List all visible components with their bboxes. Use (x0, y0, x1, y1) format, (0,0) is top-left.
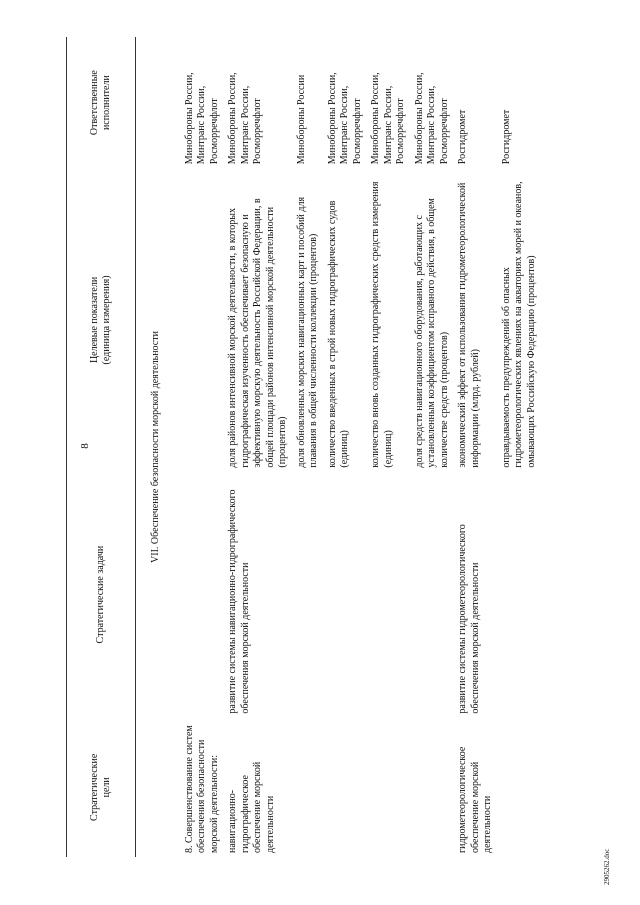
task-cell (411, 472, 455, 718)
goal-cell: гидрометеорологическое обеспечение морской деятельности (457, 746, 493, 853)
document-footer-code: 2905262.doc (603, 848, 611, 885)
section-row (136, 37, 181, 857)
task-cell: развитие системы гидрометеорологического обеспечения морской деятельности (457, 524, 481, 714)
responsible-cell: Минобороны России, Минтранс России, Росморречфлот (413, 72, 450, 165)
responsible-cell: Минобороны России, Минтранс России, Росморречфлот (326, 72, 363, 165)
responsible-cell: Минобороны России, Минтранс России, Росморречфлот (183, 72, 220, 165)
header-responsible-executors: Ответственные исполнители (67, 37, 136, 168)
page-number: 8 (79, 443, 91, 449)
table-row (293, 37, 324, 857)
header-strategic-tasks: Стратегические задачи (67, 472, 136, 718)
task-cell (367, 472, 411, 718)
indicator-cell: количество вновь созданных гидрографических средств измерения (единиц) (370, 181, 394, 468)
table-row (224, 37, 293, 857)
indicator-cell (181, 168, 225, 471)
goal-cell (411, 718, 455, 857)
goal-cell (324, 718, 368, 857)
header-strategic-goals: Стратегические цели (67, 718, 136, 857)
indicator-cell: доля районов интенсивной морской деятельности, в которых гидрографическая изученность обеспечивает безопасную и эффективную морскую деятельность Российской Федерации, в общей площади районов интенсивной морской деятельности (процентов) (227, 198, 288, 468)
task-cell (498, 472, 542, 718)
table-row (367, 37, 411, 857)
responsible-cell: Минобороны России (295, 74, 307, 165)
task-cell: развитие системы навигационно-гидрографического обеспечения морской деятельности (227, 489, 251, 714)
table-row (454, 37, 498, 857)
table-row (411, 37, 455, 857)
table-row (498, 37, 542, 857)
goal-cell: 8. Совершенствование систем обеспечения безопасности морской деятельности: (183, 725, 220, 853)
goal-cell: навигационно-гидрографическое обеспечение морской деятельности (227, 761, 276, 853)
strategy-indicators-table (66, 37, 541, 857)
indicator-cell: оправдываемость предупреждений об опасных гидрометеорологических явлениях на акваториях морей и океанов, омывающих Российскую Федерацию (процентов) (500, 181, 537, 468)
task-cell (293, 472, 324, 718)
rotated-table-container (66, 37, 576, 857)
goal-cell (367, 718, 411, 857)
table-header-row (67, 37, 136, 857)
responsible-cell: Росгидромет (457, 109, 468, 165)
indicator-cell: доля обновленных морских навигационных карт и пособий для плавания в общей численности коллекции (процентов) (295, 196, 319, 468)
task-cell (324, 472, 368, 718)
table-row (324, 37, 368, 857)
task-cell (181, 472, 225, 718)
responsible-cell: Минобороны России, Минтранс России, Росморречфлот (227, 72, 263, 165)
header-target-indicators: Целевые показатели (единица измерения) (67, 168, 136, 471)
goal-cell (293, 718, 324, 857)
responsible-cell: Минобороны России, Минтранс России, Росморречфлот (370, 72, 406, 165)
indicator-cell: количество введенных в строй новых гидрографических судов (единиц) (326, 200, 350, 468)
table-row (181, 37, 225, 857)
section-title: VII. Обеспечение безопасности морской деятельности (150, 331, 161, 563)
goal-cell (498, 718, 542, 857)
indicator-cell: экономический эффект от использования гидрометеорологической информации (млрд. рублей) (457, 182, 481, 468)
indicator-cell: доля средств навигационного оборудования, работающих с установленным коэффициентом исправного действия, в общем количестве средств (процентов) (413, 198, 450, 468)
responsible-cell: Росгидромет (500, 109, 512, 165)
